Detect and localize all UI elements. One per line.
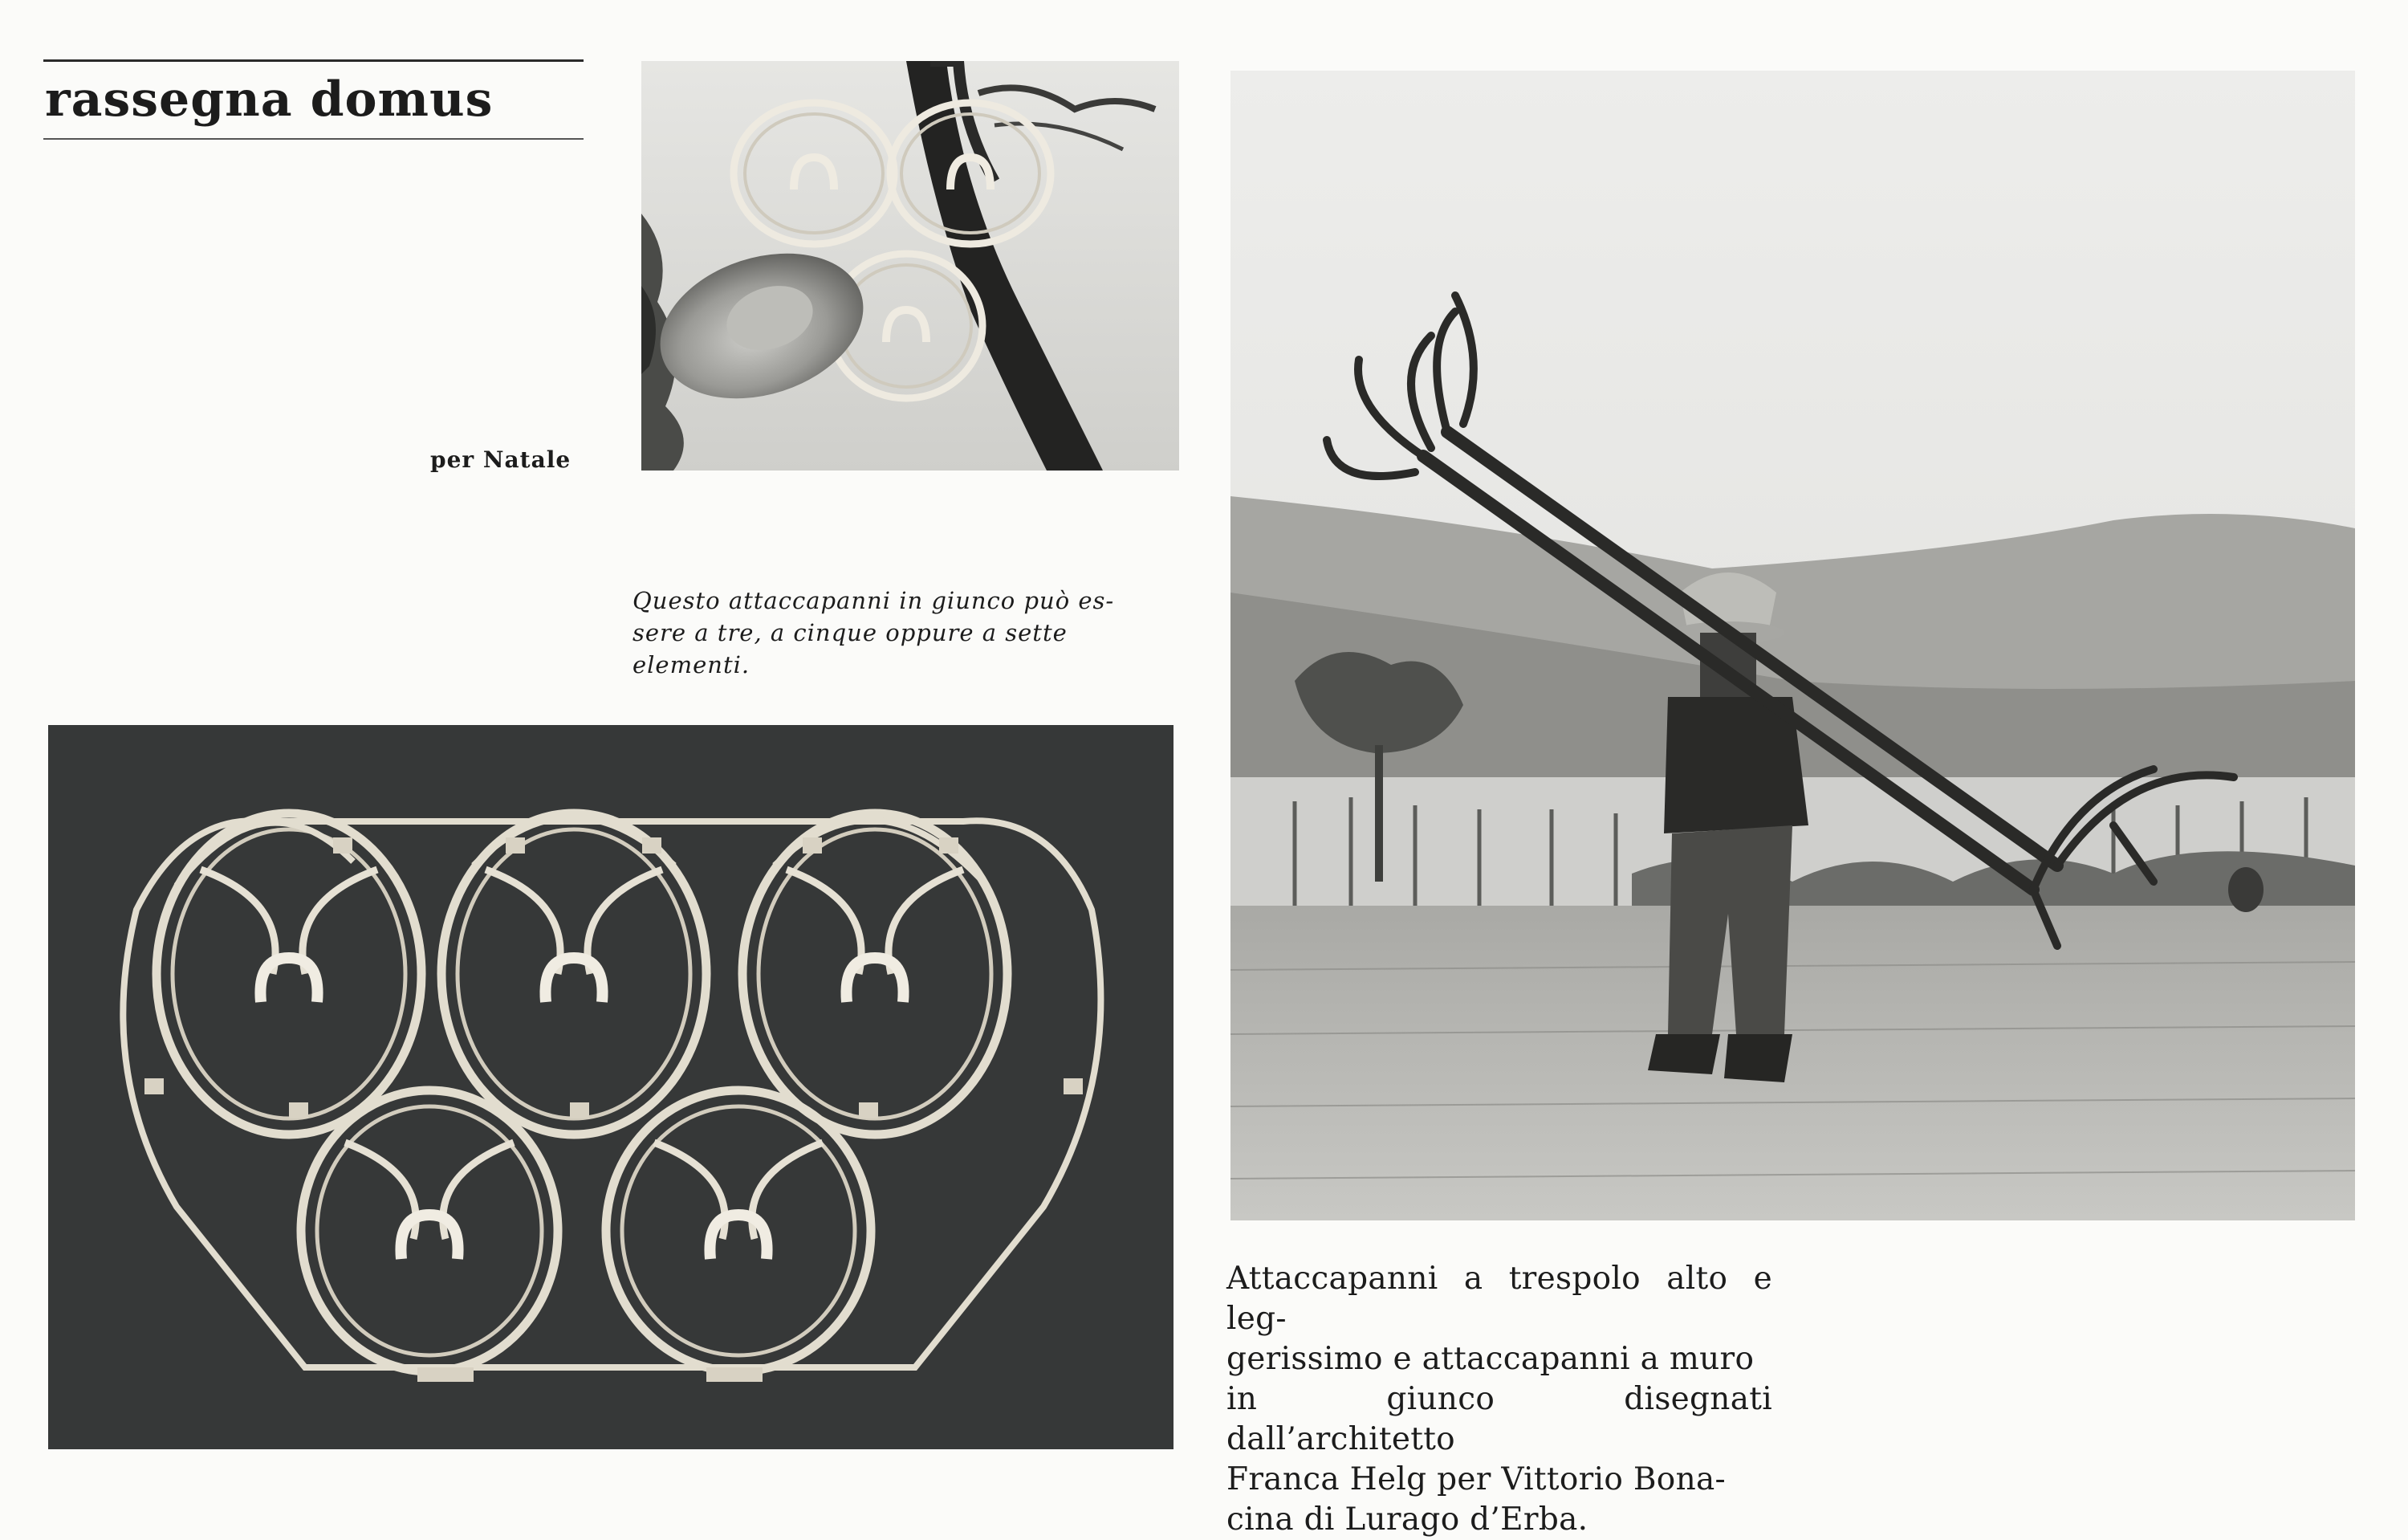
photo-coat-rack-on-tree [641,61,1179,471]
caption-field-photo: Attaccapanni a trespolo alto e leg- gerissimo e attaccapanni a muro in giunco disegnati dall’architetto Franca Helg per Vittorio Bona- cina di Lurago d’Erba. [1226,1261,1772,1538]
photo-wall-coat-rack [48,725,1173,1449]
magazine-section-title: rassegna domus [45,71,494,128]
photo-man-carrying-coat-stand [1230,71,2355,1220]
section-label: per Natale [430,446,571,473]
caption-tree-photo: Questo attaccapanni in giunco può es- sere a tre, a cinque oppure a sette elementi. [633,587,1115,678]
header-rule-bottom [43,138,584,140]
header-rule-top [43,59,584,62]
